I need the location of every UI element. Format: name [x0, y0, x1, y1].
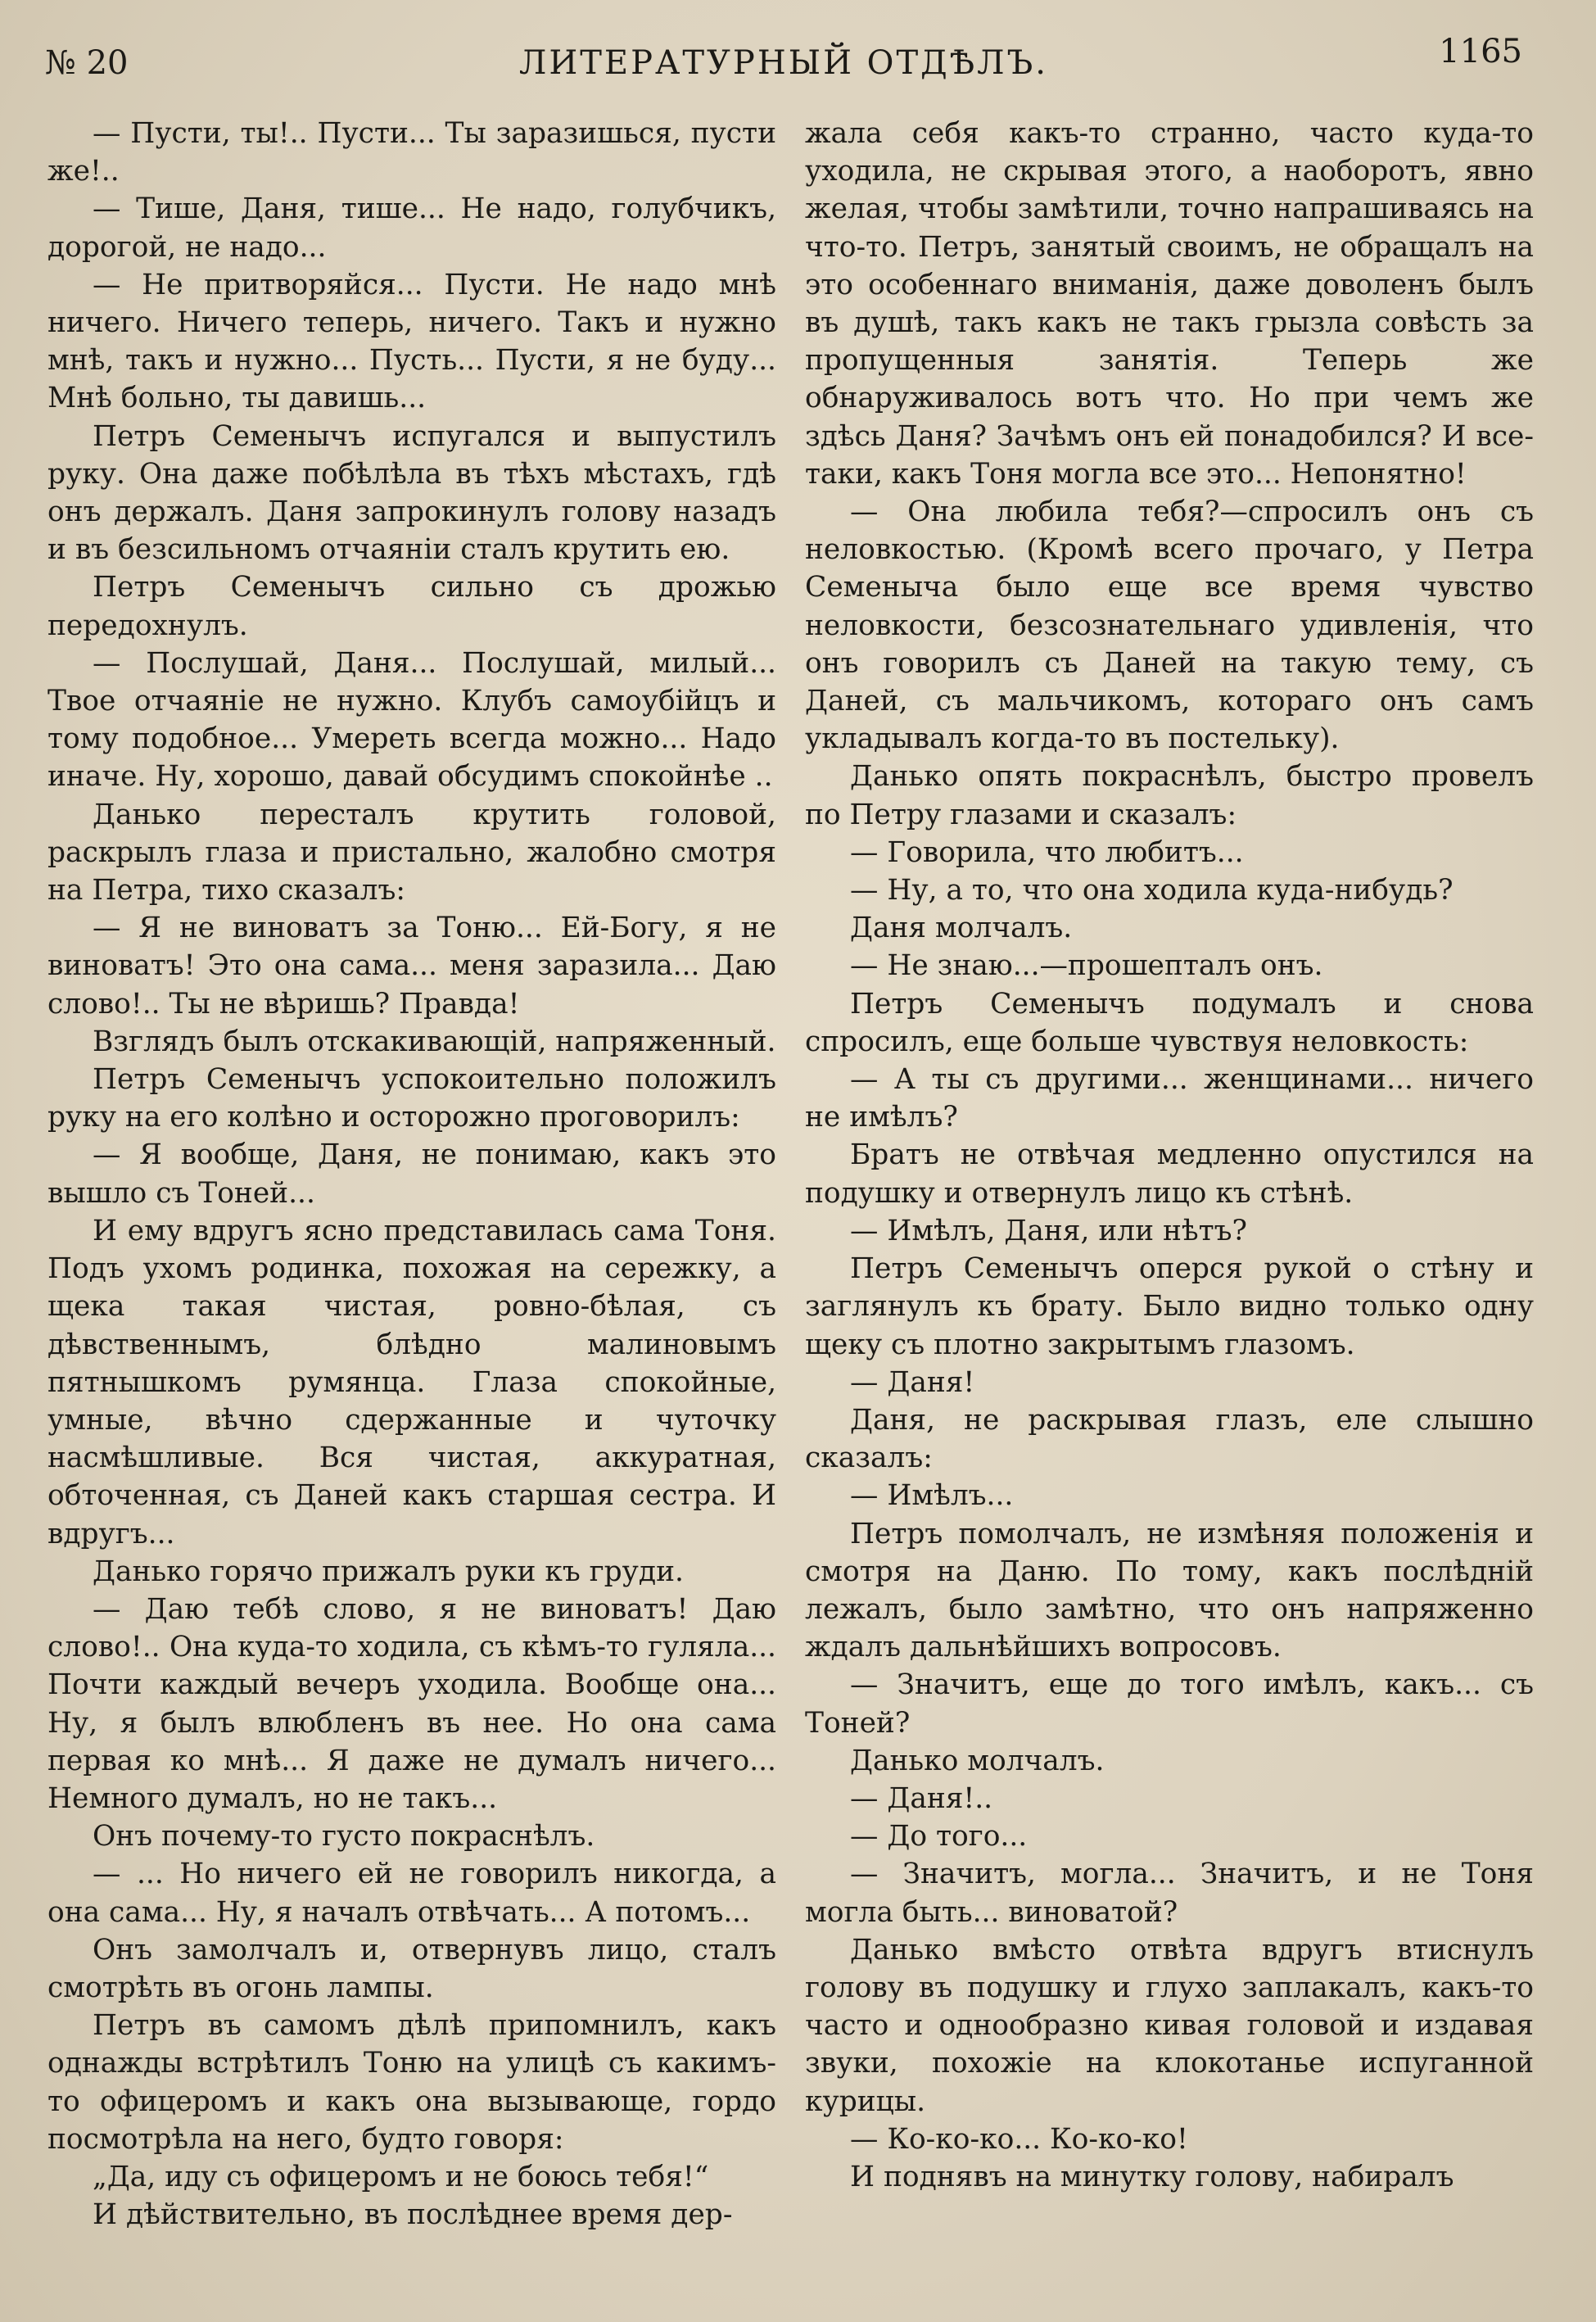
- paragraph: — Имѣлъ...: [850, 1479, 1014, 1513]
- paragraph: И поднявъ на минутку голову, набиралъ: [850, 2160, 1454, 2193]
- paragraph: И ему вдругъ ясно представилась сама Тоня. Подъ ухомъ родинка, похожая на сережку, а щека такая чистая, ровно-бѣлая, съ дѣвственнымъ, блѣдно малиновымъ пятнышкомъ румянца. Глаза спокойные, умные, вѣчно сдержанные и чуточку насмѣшливые. Вся чистая, аккуратная, обточенная, съ Даней какъ старшая сестра. И вдругъ...: [47, 1214, 776, 1550]
- paragraph: Данько опять покраснѣлъ, быстро провелъ по Петру глазами и сказалъ:: [805, 760, 1534, 831]
- paragraph: — Ну, а то, что она ходила куда-нибудь?: [850, 874, 1454, 908]
- paragraph: — До того...: [850, 1820, 1028, 1854]
- paragraph: — Тише, Даня, тише... Не надо, голубчикъ, дорогой, не надо...: [47, 192, 776, 264]
- paragraph: — Значитъ, могла... Значитъ, и не Тоня могла быть... виноватой?: [805, 1858, 1534, 1929]
- page-header: [45, 33, 1522, 90]
- paragraph: Взглядъ былъ отскакивающій, напряженный.: [93, 1025, 776, 1058]
- paragraph: Онъ почему-то густо покраснѣлъ.: [93, 1820, 595, 1854]
- paragraph: — Даня!..: [850, 1781, 993, 1815]
- paragraph: Братъ не отвѣчая медленно опустился на подушку и отвернулъ лицо къ стѣнѣ.: [805, 1138, 1534, 1210]
- paragraph: — А ты съ другими... женщинами... ничего не имѣлъ?: [805, 1063, 1534, 1134]
- paragraph: Данько пересталъ крутить головой, раскрылъ глаза и пристально, жалобно смотря на Петра, тихо сказалъ:: [47, 798, 776, 908]
- paragraph: Даня, не раскрывая глазъ, еле слышно сказалъ:: [805, 1403, 1534, 1475]
- paragraph: — Послушай, Даня... Послушай, милый... Твое отчаяніе не нужно. Клубъ самоубійцъ и тому подобное... Умереть всегда можно... Надо иначе. Ну, хорошо, давай обсудимъ спокойнѣе ..: [47, 646, 776, 794]
- paragraph: Петръ Семенычъ успокоительно положилъ руку на его колѣно и осторожно проговорилъ:: [47, 1063, 776, 1134]
- paragraph: — Даня!: [850, 1365, 975, 1399]
- left-column: [47, 115, 776, 2234]
- paragraph: — Она любила тебя?—спросилъ онъ съ неловкостью. (Кромѣ всего прочаго, у Петра Семеныча было еще все время чувство неловкости, безсознательнаго удивленія, что онъ говорилъ съ Даней на такую тему, съ Даней, съ мальчикомъ, котораго онъ самъ укладывалъ когда-то въ постельку).: [805, 496, 1534, 756]
- paragraph: — Значитъ, еще до того имѣлъ, какъ... съ Тоней?: [805, 1668, 1534, 1740]
- paragraph: Петръ Семенычъ подумалъ и снова спросилъ, еще больше чувствуя неловкость:: [805, 987, 1534, 1058]
- paragraph: — ... Но ничего ей не говорилъ никогда, а она сама... Ну, я началъ отвѣчать... А потомъ...: [47, 1858, 776, 1929]
- paragraph: Данько молчалъ.: [850, 1744, 1105, 1777]
- paragraph: жала себя какъ-то странно, часто куда-то уходила, не скрывая этого, а наоборотъ, явно желая, чтобы замѣтили, точно напрашиваясь на что-то. Петръ, занятый своимъ, не обращалъ на это особеннаго вниманія, даже доволенъ былъ въ душѣ, такъ какъ не такъ грызла совѣсть за пропущенныя занятія. Теперь же обнаруживалось вотъ что. Но при чемъ же здѣсь Даня? Зачѣмъ онъ ей понадобился? И все-таки, какъ Тоня могла все это... Непонятно!: [805, 117, 1534, 491]
- paragraph: Даня молчалъ.: [850, 912, 1073, 945]
- paragraph: И дѣйствительно, въ послѣднее время дер-: [93, 2198, 733, 2232]
- issue-number: № 20: [45, 44, 129, 82]
- paragraph: — Говорила, что любитъ...: [850, 835, 1244, 869]
- section-title: ЛИТЕРАТУРНЫЙ ОТДѢЛЪ.: [518, 44, 1048, 82]
- paragraph: — Даю тебѣ слово, я не виноватъ! Даю слово!.. Она куда-то ходила, съ кѣмъ-то гуляла... Почти каждый вечеръ уходила. Вообще она... Ну, я былъ влюбленъ въ нее. Но она сама первая ко мнѣ... Я даже не думалъ ничего... Немного думалъ, но не такъ...: [47, 1592, 776, 1815]
- paragraph: Петръ помолчалъ, не измѣняя положенія и смотря на Даню. По тому, какъ послѣдній лежалъ, было замѣтно, что онъ напряженно ждалъ дальнѣйшихъ вопросовъ.: [805, 1517, 1534, 1664]
- paragraph: Петръ Семенычъ сильно съ дрожью передохнулъ.: [47, 571, 776, 642]
- paragraph: — Не притворяйся... Пусти. Не надо мнѣ ничего. Ничего теперь, ничего. Такъ и нужно мнѣ, такъ и нужно... Пусть... Пусти, я не буду... Мнѣ больно, ты давишь...: [47, 268, 776, 415]
- paragraph: — Ко-ко-ко... Ко-ко-ко!: [850, 2122, 1188, 2156]
- paragraph: „Да, иду съ офицеромъ и не боюсь тебя!“: [93, 2160, 709, 2193]
- paragraph: — Не знаю...—прошепталъ онъ.: [850, 949, 1323, 983]
- page-number: 1165: [1439, 33, 1522, 70]
- paragraph: — Я не виноватъ за Тоню... Ей-Богу, я не виноватъ! Это она сама... меня заразила... Даю слово!.. Ты не вѣришь? Правда!: [47, 912, 776, 1021]
- paragraph: — Пусти, ты!.. Пусти... Ты заразишься, пусти же!..: [47, 117, 776, 188]
- paragraph: Онъ замолчалъ и, отвернувъ лицо, сталъ смотрѣть въ огонь лампы.: [47, 1933, 776, 2004]
- paragraph: Данько горячо прижалъ руки къ груди.: [93, 1555, 684, 1588]
- paragraph: Петръ въ самомъ дѣлѣ припомнилъ, какъ однажды встрѣтилъ Тоню на улицѣ съ какимъ-то офицеромъ и какъ она вызывающе, гордо посмотрѣла на него, будто говоря:: [47, 2009, 776, 2156]
- paragraph: — Имѣлъ, Даня, или нѣтъ?: [850, 1214, 1247, 1247]
- paragraph: — Я вообще, Даня, не понимаю, какъ это вышло съ Тоней...: [47, 1138, 776, 1210]
- right-column: [805, 115, 1534, 2196]
- paragraph: Петръ Семенычъ испугался и выпустилъ руку. Она даже побѣлѣла въ тѣхъ мѣстахъ, гдѣ онъ держалъ. Даня запрокинулъ голову назадъ и въ безсильномъ отчаяніи сталъ крутить ею.: [47, 419, 776, 567]
- paragraph: Данько вмѣсто отвѣта вдругъ втиснулъ голову въ подушку и глухо заплакалъ, какъ-то часто и однообразно кивая головой и издавая звуки, похожіе на клокотанье испуганной курицы.: [805, 1933, 1534, 2118]
- paragraph: Петръ Семенычъ оперся рукой о стѣну и заглянулъ къ брату. Было видно только одну щеку съ плотно закрытымъ глазомъ.: [805, 1252, 1534, 1361]
